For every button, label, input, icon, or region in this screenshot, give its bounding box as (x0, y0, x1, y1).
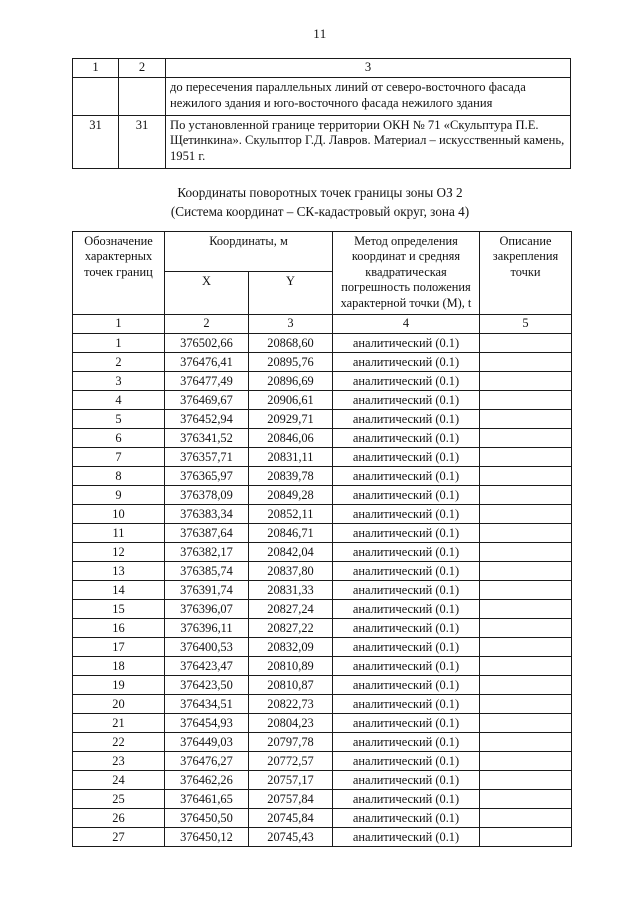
cell-description (480, 714, 572, 733)
cell-method: аналитический (0.1) (333, 790, 480, 809)
cell-description (480, 809, 572, 828)
cell-point: 13 (73, 562, 165, 581)
coordinates-header-row (73, 232, 572, 272)
coord-col-number-2: 2 (165, 314, 249, 333)
cell-description (480, 695, 572, 714)
continuation-col-number-3: 3 (166, 59, 571, 78)
table-row (73, 467, 572, 486)
cell-method: аналитический (0.1) (333, 410, 480, 429)
cell-description (480, 828, 572, 847)
cell-method: аналитический (0.1) (333, 543, 480, 562)
continuation-column-number-row (73, 59, 571, 78)
cell-description (480, 486, 572, 505)
cell-y: 20896,69 (249, 372, 333, 391)
cell-y: 20831,33 (249, 581, 333, 600)
header-method: Метод определения координат и средняя квадратическая погрешность положения характерной точки (М), t (333, 232, 480, 315)
cell-y: 20839,78 (249, 467, 333, 486)
table-row (73, 752, 572, 771)
coordinates-title-line-2: (Система координат – СК-кадастровый округ, зона 4) (170, 203, 470, 219)
cell-point: 1 (73, 334, 165, 353)
cell-description (480, 562, 572, 581)
cell-x: 376454,93 (165, 714, 249, 733)
table-row (73, 543, 572, 562)
cell-method: аналитический (0.1) (333, 448, 480, 467)
cell-description (480, 543, 572, 562)
cell-description (480, 524, 572, 543)
cell-x: 376450,50 (165, 809, 249, 828)
cell-x: 376476,41 (165, 353, 249, 372)
page-number: 11 (313, 26, 327, 41)
cell-x: 376452,94 (165, 410, 249, 429)
coord-col-number-3: 3 (249, 314, 333, 333)
cell-point: 23 (73, 752, 165, 771)
cell-description (480, 372, 572, 391)
cell-y: 20757,84 (249, 790, 333, 809)
continuation-row-0-col3: до пересечения параллельных линий от северо-восточного фасада нежилого здания и юго-восточного фасада нежилого здания (166, 77, 571, 115)
coord-col-number-1: 1 (73, 314, 165, 333)
cell-x: 376357,71 (165, 448, 249, 467)
cell-point: 8 (73, 467, 165, 486)
cell-point: 10 (73, 505, 165, 524)
cell-description (480, 657, 572, 676)
cell-point: 7 (73, 448, 165, 467)
cell-method: аналитический (0.1) (333, 600, 480, 619)
cell-x: 376400,53 (165, 638, 249, 657)
cell-x: 376469,67 (165, 391, 249, 410)
cell-point: 2 (73, 353, 165, 372)
header-coordinates-group: Координаты, м (165, 232, 333, 272)
cell-description (480, 676, 572, 695)
cell-method: аналитический (0.1) (333, 391, 480, 410)
cell-description (480, 638, 572, 657)
cell-description (480, 752, 572, 771)
cell-y: 20827,22 (249, 619, 333, 638)
cell-description (480, 353, 572, 372)
cell-x: 376382,17 (165, 543, 249, 562)
cell-y: 20745,43 (249, 828, 333, 847)
cell-y: 20831,11 (249, 448, 333, 467)
table-row (73, 676, 572, 695)
cell-description (480, 771, 572, 790)
table-row (73, 619, 572, 638)
cell-point: 11 (73, 524, 165, 543)
cell-point: 6 (73, 429, 165, 448)
table-row (73, 505, 572, 524)
cell-method: аналитический (0.1) (333, 733, 480, 752)
cell-description (480, 391, 572, 410)
coordinates-title (0, 184, 640, 221)
cell-y: 20842,04 (249, 543, 333, 562)
continuation-row-1-col3: По установленной границе территории ОКН № 71 «Скульптура П.Е. Щетинкина». Скульптор Г.Д. Лавров. Материал – искусственный камень, 1951 г. (166, 115, 571, 169)
cell-method: аналитический (0.1) (333, 771, 480, 790)
cell-point: 21 (73, 714, 165, 733)
cell-point: 12 (73, 543, 165, 562)
cell-method: аналитический (0.1) (333, 619, 480, 638)
table-row (73, 714, 572, 733)
continuation-row-0-col1 (73, 77, 119, 115)
cell-point: 9 (73, 486, 165, 505)
table-row (73, 372, 572, 391)
coordinates-title-line-1: Координаты поворотных точек границы зоны ОЗ 2 (177, 185, 463, 200)
table-row (73, 828, 572, 847)
cell-y: 20757,17 (249, 771, 333, 790)
cell-y: 20846,06 (249, 429, 333, 448)
table-row (73, 77, 571, 115)
cell-method: аналитический (0.1) (333, 562, 480, 581)
table-row (73, 562, 572, 581)
cell-method: аналитический (0.1) (333, 657, 480, 676)
cell-x: 376423,47 (165, 657, 249, 676)
table-row (73, 790, 572, 809)
continuation-row-1-col1: 31 (73, 115, 119, 169)
continuation-table (72, 58, 571, 169)
coord-col-number-5: 5 (480, 314, 572, 333)
table-row (73, 410, 572, 429)
coordinates-table-head (73, 232, 572, 334)
cell-y: 20895,76 (249, 353, 333, 372)
table-row (73, 638, 572, 657)
header-description: Описание закрепления точки (480, 232, 572, 315)
cell-method: аналитический (0.1) (333, 809, 480, 828)
table-row (73, 353, 572, 372)
cell-description (480, 600, 572, 619)
cell-y: 20837,80 (249, 562, 333, 581)
cell-method: аналитический (0.1) (333, 467, 480, 486)
cell-point: 15 (73, 600, 165, 619)
cell-description (480, 410, 572, 429)
cell-y: 20745,84 (249, 809, 333, 828)
coordinates-column-number-row (73, 314, 572, 333)
cell-x: 376365,97 (165, 467, 249, 486)
cell-point: 26 (73, 809, 165, 828)
cell-x: 376450,12 (165, 828, 249, 847)
cell-y: 20822,73 (249, 695, 333, 714)
cell-method: аналитический (0.1) (333, 372, 480, 391)
cell-x: 376378,09 (165, 486, 249, 505)
cell-x: 376476,27 (165, 752, 249, 771)
cell-x: 376383,34 (165, 505, 249, 524)
cell-method: аналитический (0.1) (333, 505, 480, 524)
cell-x: 376462,26 (165, 771, 249, 790)
cell-x: 376396,07 (165, 600, 249, 619)
cell-method: аналитический (0.1) (333, 334, 480, 353)
table-row (73, 486, 572, 505)
cell-y: 20906,61 (249, 391, 333, 410)
table-row (73, 429, 572, 448)
coordinates-table (72, 231, 572, 847)
table-row (73, 809, 572, 828)
cell-point: 24 (73, 771, 165, 790)
table-row (73, 771, 572, 790)
header-designation: Обозначение характерных точек границ (73, 232, 165, 315)
cell-y: 20846,71 (249, 524, 333, 543)
table-row (73, 733, 572, 752)
cell-point: 27 (73, 828, 165, 847)
cell-method: аналитический (0.1) (333, 714, 480, 733)
cell-method: аналитический (0.1) (333, 695, 480, 714)
cell-x: 376434,51 (165, 695, 249, 714)
cell-y: 20772,57 (249, 752, 333, 771)
cell-y: 20810,87 (249, 676, 333, 695)
cell-method: аналитический (0.1) (333, 638, 480, 657)
cell-x: 376385,74 (165, 562, 249, 581)
cell-y: 20929,71 (249, 410, 333, 429)
cell-x: 376423,50 (165, 676, 249, 695)
cell-method: аналитический (0.1) (333, 429, 480, 448)
cell-description (480, 334, 572, 353)
table-row (73, 334, 572, 353)
table-row (73, 391, 572, 410)
cell-method: аналитический (0.1) (333, 581, 480, 600)
cell-description (480, 733, 572, 752)
continuation-col-number-1: 1 (73, 59, 119, 78)
cell-description (480, 619, 572, 638)
cell-method: аналитический (0.1) (333, 486, 480, 505)
cell-point: 16 (73, 619, 165, 638)
cell-y: 20797,78 (249, 733, 333, 752)
cell-method: аналитический (0.1) (333, 828, 480, 847)
header-y: Y (249, 272, 333, 314)
cell-y: 20868,60 (249, 334, 333, 353)
cell-description (480, 467, 572, 486)
table-row (73, 524, 572, 543)
cell-method: аналитический (0.1) (333, 353, 480, 372)
cell-x: 376477,49 (165, 372, 249, 391)
cell-description (480, 581, 572, 600)
cell-point: 5 (73, 410, 165, 429)
cell-point: 18 (73, 657, 165, 676)
cell-x: 376391,74 (165, 581, 249, 600)
cell-method: аналитический (0.1) (333, 524, 480, 543)
cell-point: 25 (73, 790, 165, 809)
cell-x: 376396,11 (165, 619, 249, 638)
table-row (73, 600, 572, 619)
continuation-row-1-col2: 31 (119, 115, 166, 169)
continuation-table-body (73, 59, 571, 169)
cell-point: 14 (73, 581, 165, 600)
cell-description (480, 505, 572, 524)
cell-y: 20810,89 (249, 657, 333, 676)
cell-y: 20852,11 (249, 505, 333, 524)
table-row (73, 695, 572, 714)
cell-method: аналитический (0.1) (333, 752, 480, 771)
cell-x: 376341,52 (165, 429, 249, 448)
cell-description (480, 790, 572, 809)
cell-point: 22 (73, 733, 165, 752)
cell-x: 376387,64 (165, 524, 249, 543)
header-x: X (165, 272, 249, 314)
table-row (73, 581, 572, 600)
cell-x: 376461,65 (165, 790, 249, 809)
cell-y: 20827,24 (249, 600, 333, 619)
continuation-row-0-col2 (119, 77, 166, 115)
continuation-col-number-2: 2 (119, 59, 166, 78)
cell-point: 19 (73, 676, 165, 695)
cell-point: 20 (73, 695, 165, 714)
cell-y: 20849,28 (249, 486, 333, 505)
cell-point: 3 (73, 372, 165, 391)
cell-description (480, 429, 572, 448)
coord-col-number-4: 4 (333, 314, 480, 333)
cell-point: 17 (73, 638, 165, 657)
cell-y: 20832,09 (249, 638, 333, 657)
table-row (73, 448, 572, 467)
cell-description (480, 448, 572, 467)
cell-method: аналитический (0.1) (333, 676, 480, 695)
cell-y: 20804,23 (249, 714, 333, 733)
table-row (73, 657, 572, 676)
cell-x: 376449,03 (165, 733, 249, 752)
cell-point: 4 (73, 391, 165, 410)
coordinates-table-body (73, 334, 572, 847)
table-row (73, 115, 571, 169)
cell-x: 376502,66 (165, 334, 249, 353)
